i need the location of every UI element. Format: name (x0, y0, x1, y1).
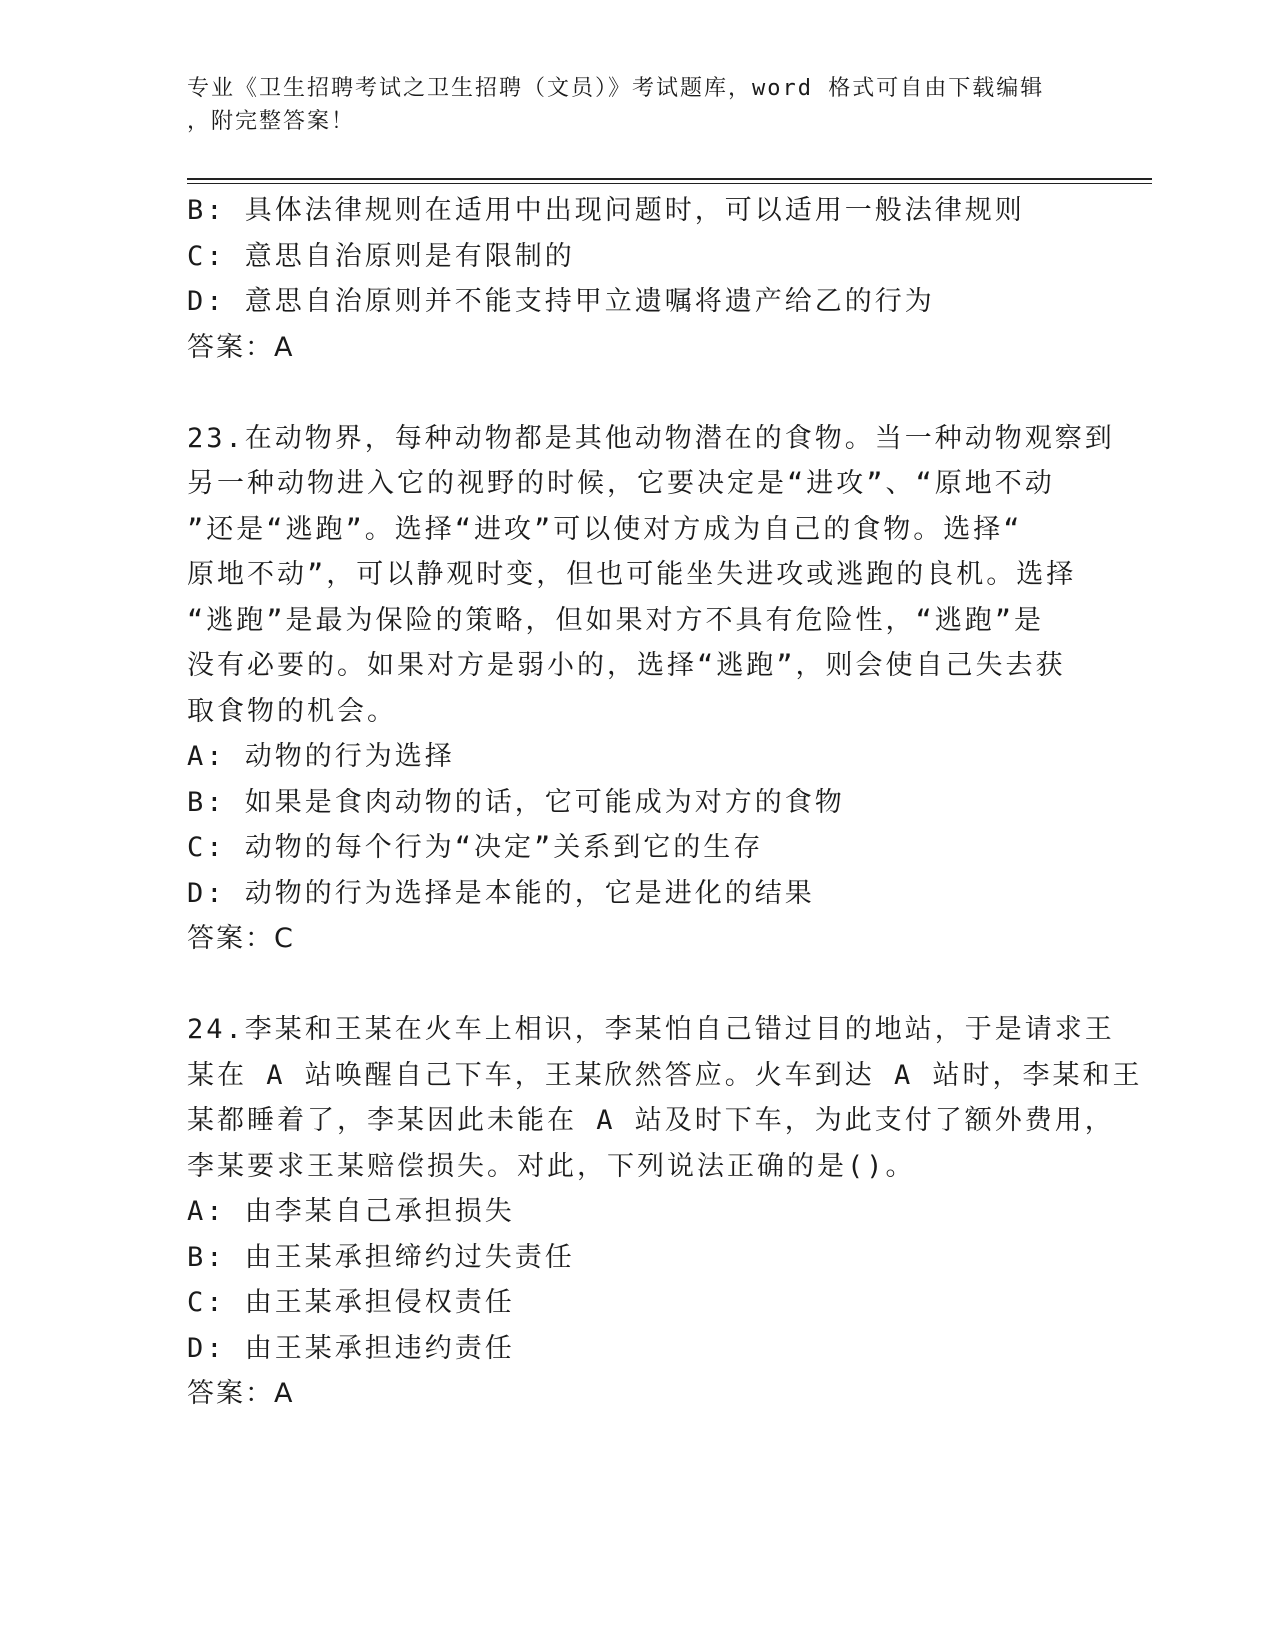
q24-stem-line: 李某要求王某赔偿损失。对此，下列说法正确的是()。 (187, 1150, 916, 1182)
question-content (187, 188, 1143, 1417)
q24-option-c: C: 由王某承担侵权责任 (187, 1287, 515, 1318)
q24-option-d: D: 由王某承担违约责任 (187, 1332, 515, 1364)
question-spacer (187, 962, 1087, 1008)
header-divider (187, 178, 1152, 180)
q22-option-b: B: 具体法律规则在适用中出现问题时，可以适用一般法律规则 (187, 195, 1025, 226)
q23-option-c: C: 动物的每个行为“决定”关系到它的生存 (187, 832, 764, 863)
q23-stem-line: 另一种动物进入它的视野的时候，它要决定是“进攻”、“原地不动 (187, 468, 1055, 499)
q22-answer: 答案：A (187, 331, 295, 363)
q24-stem-line: 某在 A 站唤醒自己下车，王某欣然答应。火车到达 A 站时，李某和王 (187, 1059, 1143, 1091)
q23-stem-line: ”还是“逃跑”。选择“进攻”可以使对方成为自己的食物。选择“ (187, 513, 1023, 545)
q22-option-c: C: 意思自治原则是有限制的 (187, 240, 575, 272)
q24-option-a: A: 由李某自己承担损失 (187, 1196, 515, 1227)
question-24 (187, 1007, 1143, 1417)
header-title-line-1: 专业《卫生招聘考试之卫生招聘（文员）》考试题库，word 格式可自由下载编辑 (187, 76, 1045, 101)
header-title-line-2: ，附完整答案！ (187, 109, 356, 134)
q24-answer: 答案：A (187, 1378, 295, 1409)
q23-stem-line: 原地不动”，可以静观时变，但也可能坐失进攻或逃跑的良机。选择 (187, 559, 1077, 590)
q23-stem-line: 没有必要的。如果对方是弱小的，选择“逃跑”，则会使自己失去获 (187, 650, 1066, 681)
q24-stem-line: 24.李某和王某在火车上相识，李某怕自己错过目的地站，于是请求王 (187, 1014, 1115, 1045)
q24-stem-line: 某都睡着了，李某因此未能在 A 站及时下车，为此支付了额外费用， (187, 1105, 1115, 1136)
q22-option-d: D: 意思自治原则并不能支持甲立遗嘱将遗产给乙的行为 (187, 286, 935, 317)
question-spacer (187, 370, 1087, 416)
q24-option-b: B: 由王某承担缔约过失责任 (187, 1241, 575, 1273)
q23-answer: 答案：C (187, 923, 295, 954)
q23-option-a: A: 动物的行为选择 (187, 741, 455, 772)
q23-option-b: B: 如果是食肉动物的话，它可能成为对方的食物 (187, 786, 845, 818)
q23-stem-line: 取食物的机会。 (187, 695, 397, 727)
q23-stem-line: “逃跑”是最为保险的策略，但如果对方不具有危险性，“逃跑”是 (187, 604, 1045, 636)
q23-stem-line: 23.在动物界，每种动物都是其他动物潜在的食物。当一种动物观察到 (187, 422, 1115, 454)
question-22-continuation (187, 188, 1087, 370)
question-23 (187, 416, 1115, 962)
page-header (187, 72, 1067, 138)
q23-option-d: D: 动物的行为选择是本能的，它是进化的结果 (187, 877, 815, 909)
